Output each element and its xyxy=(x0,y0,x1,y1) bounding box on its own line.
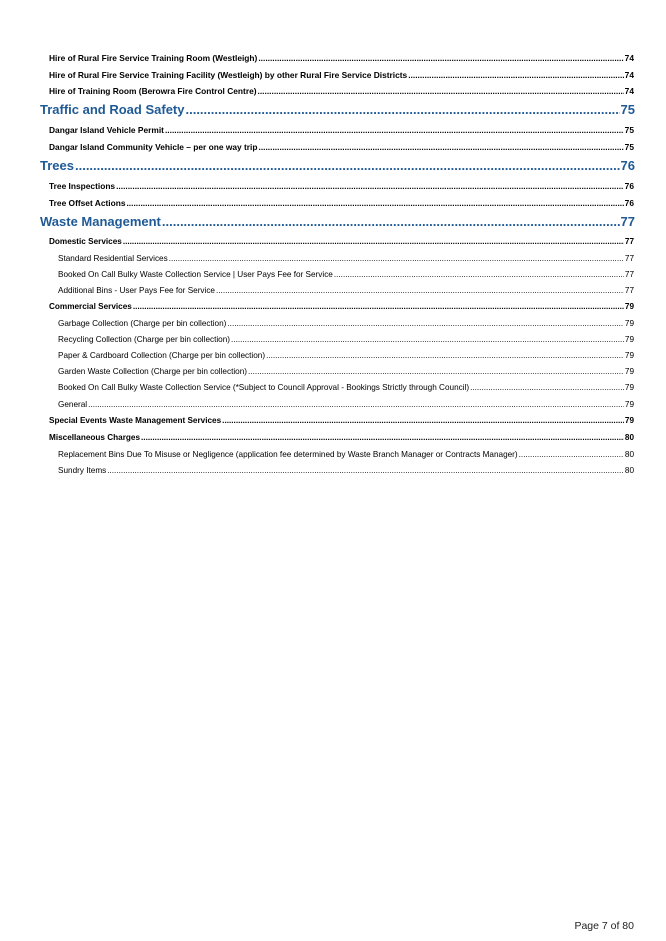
toc-page-number: 79 xyxy=(624,319,634,328)
toc-entry-domestic-services[interactable] xyxy=(49,237,634,246)
toc-leader-dots xyxy=(258,86,624,96)
toc-page-number: 80 xyxy=(624,433,634,442)
toc-section-label: Traffic and Road Safety xyxy=(40,102,185,117)
toc-entry-label: Tree Inspections xyxy=(49,181,116,191)
toc-entry-sundry-items[interactable] xyxy=(58,466,634,475)
toc-page-number: 76 xyxy=(624,181,634,191)
toc-leader-dots xyxy=(126,198,623,208)
toc-leader-dots xyxy=(519,450,624,459)
toc-entry-label: Hire of Rural Fire Service Training Room (Westleigh) xyxy=(49,53,258,63)
toc-leader-dots xyxy=(133,302,624,311)
toc-page-number: 79 xyxy=(624,383,634,392)
toc-entry-label: Tree Offset Actions xyxy=(49,198,126,208)
page-footer-number: Page 7 of 80 xyxy=(574,920,634,932)
toc-leader-dots xyxy=(470,383,624,392)
toc-entry-label: Dangar Island Vehicle Permit xyxy=(49,125,164,135)
toc-section-label: Trees xyxy=(40,158,74,173)
toc-leader-dots xyxy=(216,286,624,295)
toc-leader-dots xyxy=(227,319,624,328)
toc-page-number: 77 xyxy=(624,270,634,279)
toc-entry-label: Commercial Services xyxy=(49,302,132,311)
toc-entry-label: Booked On Call Bulky Waste Collection Service | User Pays Fee for Service xyxy=(58,270,333,279)
toc-entry-label: Hire of Training Room (Berowra Fire Control Centre) xyxy=(49,86,257,96)
toc-entry-tree-offset-actions[interactable] xyxy=(49,198,634,208)
toc-entry-rfs-training-facility[interactable] xyxy=(49,70,634,80)
toc-page-number: 80 xyxy=(624,450,634,459)
toc-page-number: 77 xyxy=(624,237,634,246)
toc-section-trees[interactable] xyxy=(40,158,635,173)
toc-leader-dots xyxy=(169,254,624,263)
toc-section-label: Waste Management xyxy=(40,214,161,229)
toc-entry-label: Special Events Waste Management Services xyxy=(49,416,222,425)
toc-leader-dots xyxy=(231,335,624,344)
toc-page-number: 75 xyxy=(620,102,635,117)
toc-section-traffic-road-safety[interactable] xyxy=(40,102,635,117)
toc-entry-label: Replacement Bins Due To Misuse or Negligence (application fee determined by Waste Branch Manager or Contracts Manager) xyxy=(58,450,518,459)
toc-entry-replacement-bins[interactable] xyxy=(58,450,634,459)
toc-leader-dots xyxy=(266,351,624,360)
toc-entry-label: Sundry Items xyxy=(58,466,107,475)
toc-leader-dots xyxy=(116,181,624,191)
toc-page-number: 75 xyxy=(624,142,634,152)
toc-entry-label: Paper & Cardboard Collection (Charge per bin collection) xyxy=(58,351,266,360)
toc-leader-dots xyxy=(185,102,619,117)
toc-entry-recycling-collection[interactable] xyxy=(58,335,634,344)
toc-entry-berowra-training-room[interactable] xyxy=(49,86,634,96)
toc-page-number: 77 xyxy=(624,254,634,263)
toc-page-number: 79 xyxy=(624,335,634,344)
toc-leader-dots xyxy=(259,142,624,152)
toc-page-number: 79 xyxy=(624,302,634,311)
toc-entry-label: General xyxy=(58,400,88,409)
toc-entry-garbage-collection[interactable] xyxy=(58,319,634,328)
toc-entry-rfs-training-room[interactable] xyxy=(49,53,634,63)
toc-entry-label: Hire of Rural Fire Service Training Facility (Westleigh) by other Rural Fire Service Districts xyxy=(49,70,408,80)
toc-page-number: 79 xyxy=(624,400,634,409)
toc-page-number: 77 xyxy=(624,286,634,295)
toc-page-number: 79 xyxy=(624,416,634,425)
toc-entry-label: Dangar Island Community Vehicle – per one way trip xyxy=(49,142,258,152)
toc-entry-tree-inspections[interactable] xyxy=(49,181,634,191)
toc-page-number: 74 xyxy=(624,53,634,63)
toc-leader-dots xyxy=(123,237,624,246)
toc-leader-dots xyxy=(162,214,620,229)
toc-entry-standard-residential[interactable] xyxy=(58,254,634,263)
toc-leader-dots xyxy=(248,367,624,376)
toc-entry-label: Garbage Collection (Charge per bin collection) xyxy=(58,319,227,328)
toc-entry-label: Miscellaneous Charges xyxy=(49,433,141,442)
toc-page-number: 80 xyxy=(624,466,634,475)
toc-page-number: 74 xyxy=(624,86,634,96)
toc-entry-label: Domestic Services xyxy=(49,237,122,246)
toc-leader-dots xyxy=(222,416,624,425)
toc-entry-bulky-waste-council-approval[interactable] xyxy=(58,383,634,392)
toc-leader-dots xyxy=(88,400,624,409)
toc-entry-commercial-services[interactable] xyxy=(49,302,634,311)
toc-entry-label: Recycling Collection (Charge per bin collection) xyxy=(58,335,231,344)
toc-entry-label: Garden Waste Collection (Charge per bin collection) xyxy=(58,367,248,376)
toc-page-number: 74 xyxy=(624,70,634,80)
toc-leader-dots xyxy=(75,158,620,173)
toc-entry-dangar-community-vehicle[interactable] xyxy=(49,142,634,152)
toc-page-number: 79 xyxy=(624,367,634,376)
toc-entry-paper-cardboard-collection[interactable] xyxy=(58,351,634,360)
toc-page-number: 75 xyxy=(624,125,634,135)
toc-leader-dots xyxy=(141,433,624,442)
toc-leader-dots xyxy=(334,270,624,279)
toc-entry-label: Booked On Call Bulky Waste Collection Service (*Subject to Council Approval - Bookings Strictly through Council) xyxy=(58,383,470,392)
toc-section-waste-management[interactable] xyxy=(40,214,635,229)
toc-entry-garden-waste-collection[interactable] xyxy=(58,367,634,376)
toc-page-number: 76 xyxy=(620,158,635,173)
toc-entry-dangar-vehicle-permit[interactable] xyxy=(49,125,634,135)
toc-leader-dots xyxy=(408,70,623,80)
toc-entry-label: Additional Bins - User Pays Fee for Service xyxy=(58,286,215,295)
toc-page-number: 79 xyxy=(624,351,634,360)
toc-entry-additional-bins[interactable] xyxy=(58,286,634,295)
toc-page-number: 77 xyxy=(620,214,635,229)
toc-leader-dots xyxy=(107,466,624,475)
toc-entry-bulky-waste-user-pays[interactable] xyxy=(58,270,634,279)
toc-leader-dots xyxy=(165,125,624,135)
toc-leader-dots xyxy=(258,53,623,63)
toc-entry-general[interactable] xyxy=(58,400,634,409)
toc-entry-miscellaneous-charges[interactable] xyxy=(49,433,634,442)
toc-entry-label: Standard Residential Services xyxy=(58,254,168,263)
toc-page-number: 76 xyxy=(624,198,634,208)
toc-entry-special-events-waste[interactable] xyxy=(49,416,634,425)
